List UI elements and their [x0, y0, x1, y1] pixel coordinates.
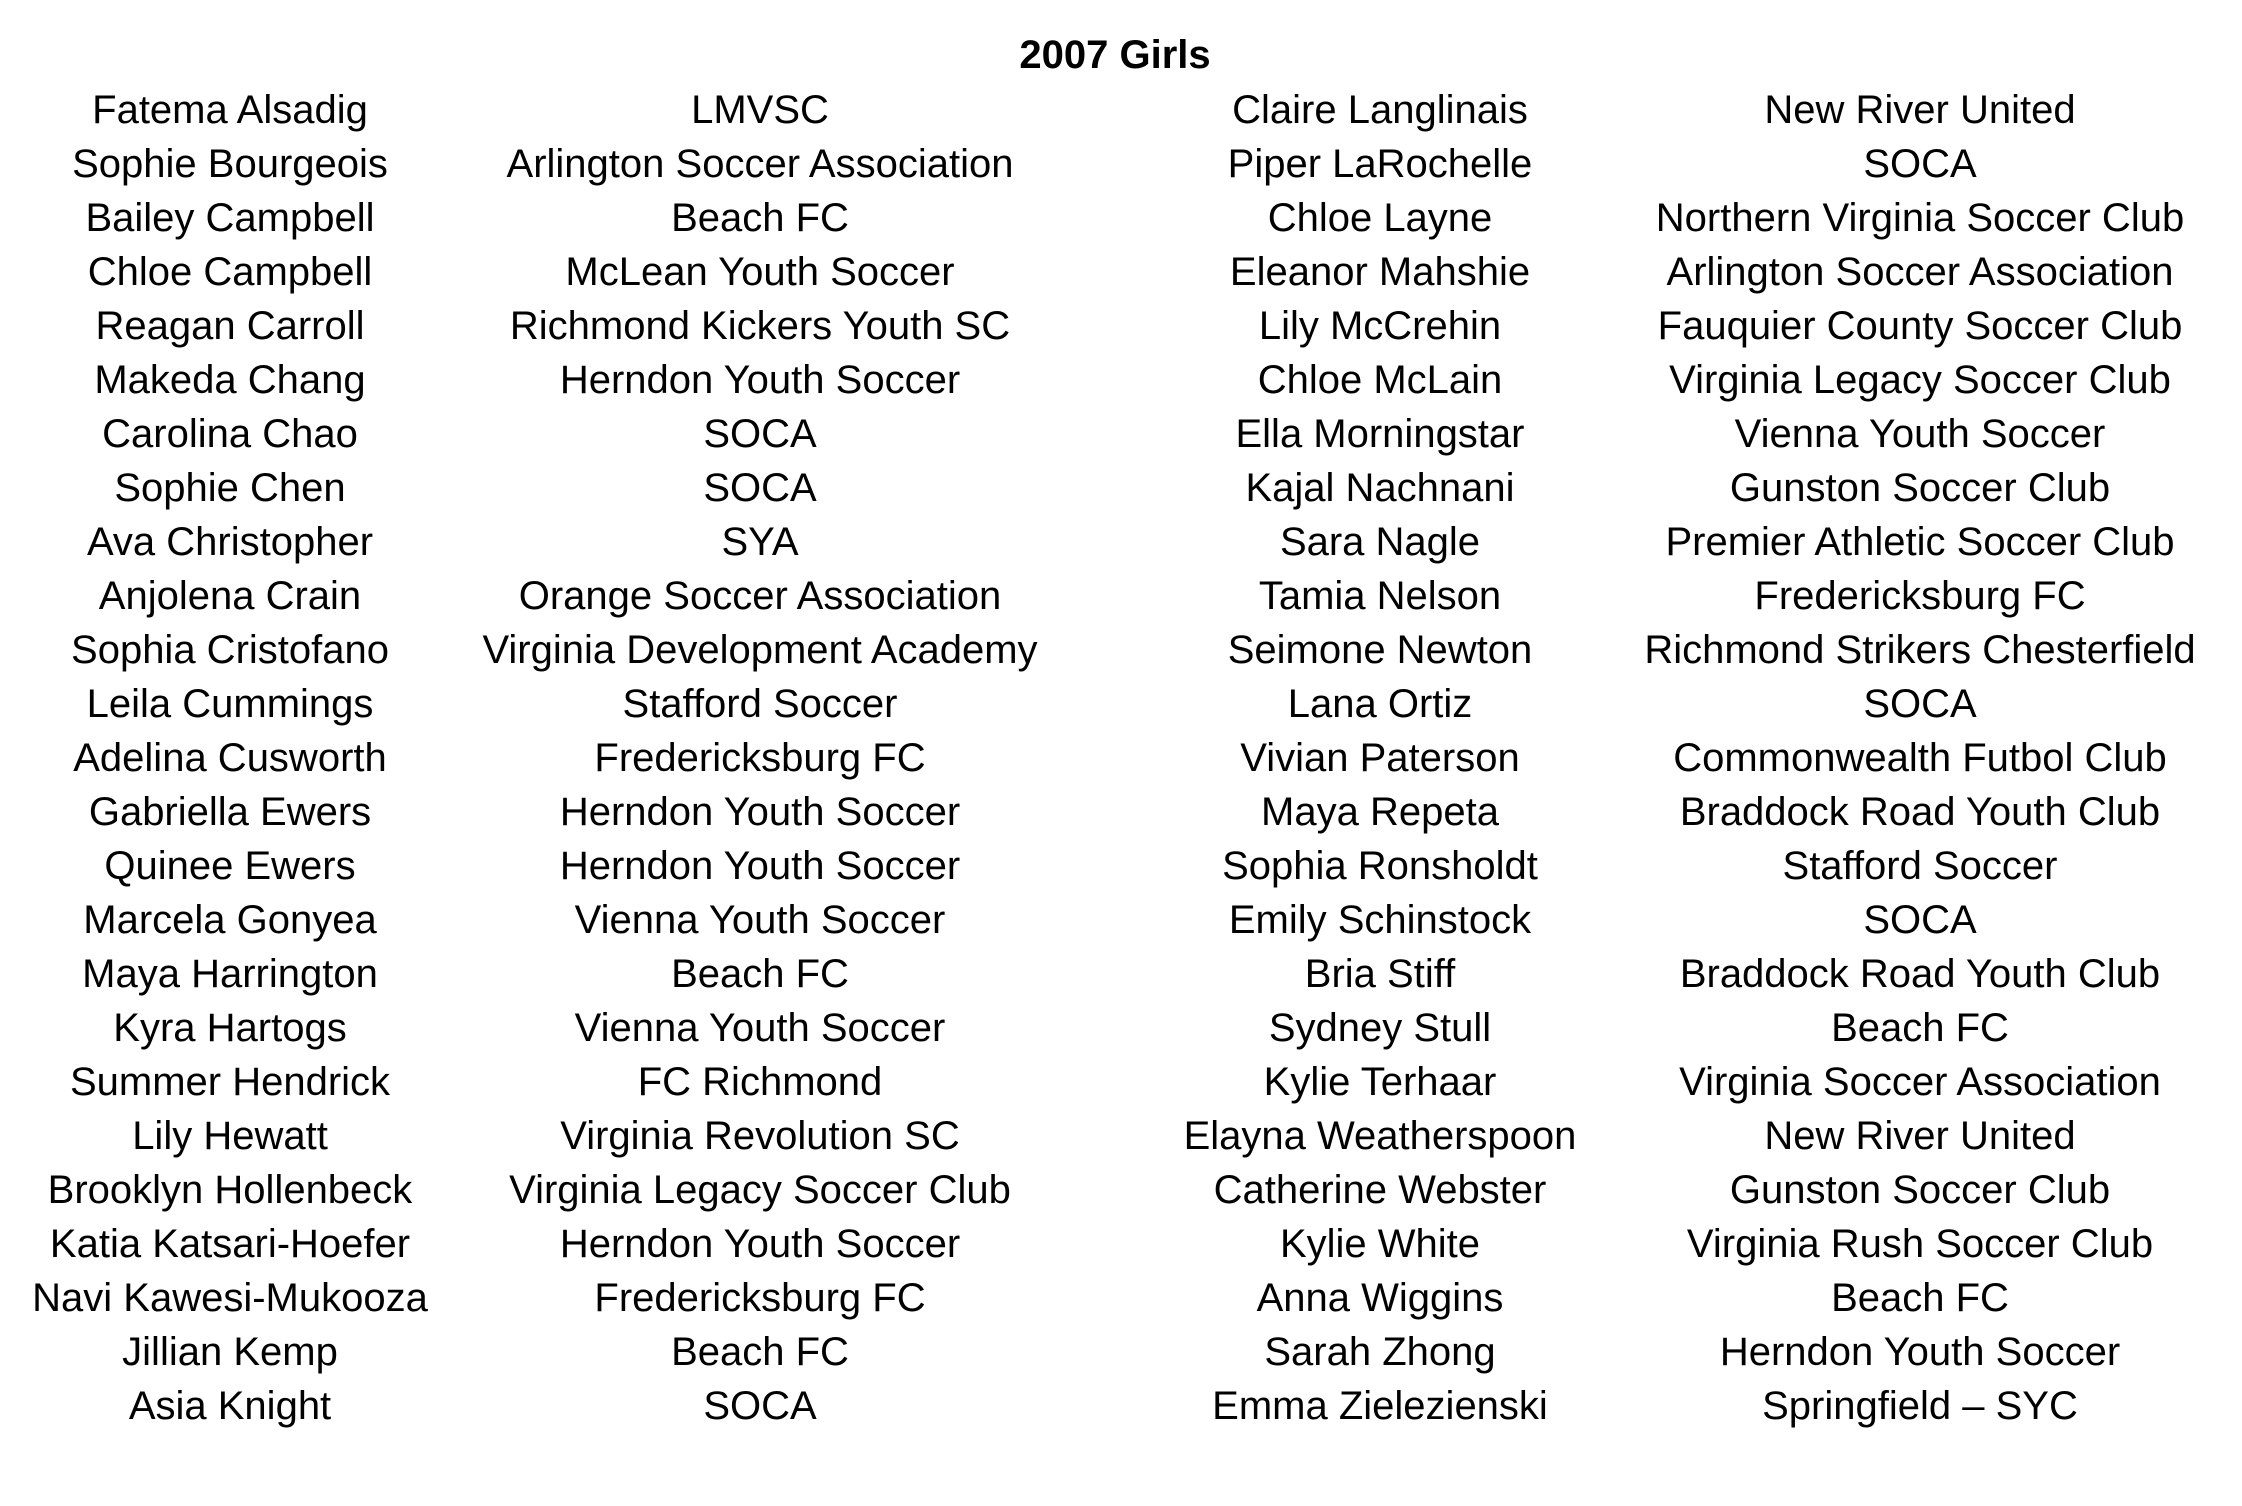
player-name-right: Ella Morningstar [1235, 412, 1525, 456]
player-name-left: Carolina Chao [102, 412, 358, 456]
player-name-left: Ava Christopher [86, 520, 374, 564]
player-name-right: Catherine Webster [1213, 1168, 1547, 1212]
player-name-right: Vivian Paterson [1240, 736, 1520, 780]
table-row [0, 407, 2242, 461]
club-name-right: Premier Athletic Soccer Club [1665, 520, 2175, 564]
club-name-left: Herndon Youth Soccer [559, 358, 961, 402]
club-name-left: Arlington Soccer Association [506, 142, 1014, 186]
table-row [0, 353, 2242, 407]
player-name-right: Sara Nagle [1279, 520, 1481, 564]
club-name-right: Commonwealth Futbol Club [1673, 736, 2167, 780]
table-row [0, 461, 2242, 515]
player-name-right: Claire Langlinais [1232, 88, 1528, 132]
club-name-right: SOCA [1863, 682, 1977, 726]
club-name-right: New River United [1764, 1114, 2076, 1158]
club-name-right: Fauquier County Soccer Club [1657, 304, 2183, 348]
club-name-left: FC Richmond [637, 1060, 883, 1104]
table-row [0, 947, 2242, 1001]
player-name-right: Bria Stiff [1304, 952, 1456, 996]
club-name-left: Beach FC [671, 1330, 849, 1374]
table-row [0, 515, 2242, 569]
player-name-left: Kyra Hartogs [113, 1006, 347, 1050]
player-name-left: Katia Katsari-Hoefer [49, 1222, 411, 1266]
player-name-left: Asia Knight [128, 1384, 332, 1428]
table-row [0, 731, 2242, 785]
player-name-left: Adelina Cusworth [73, 736, 387, 780]
player-name-left: Lily Hewatt [132, 1114, 328, 1158]
club-name-left: Virginia Development Academy [482, 628, 1038, 672]
club-name-right: Beach FC [1831, 1006, 2009, 1050]
club-name-left: Richmond Kickers Youth SC [509, 304, 1011, 348]
table-row [0, 785, 2242, 839]
club-name-left: Orange Soccer Association [518, 574, 1002, 618]
table-row [0, 1001, 2242, 1055]
club-name-right: Stafford Soccer [1782, 844, 2058, 888]
player-name-left: Chloe Campbell [87, 250, 373, 294]
club-name-right: Braddock Road Youth Club [1679, 790, 2161, 834]
table-row [0, 245, 2242, 299]
player-name-left: Reagan Carroll [95, 304, 365, 348]
club-name-left: Vienna Youth Soccer [574, 1006, 946, 1050]
player-name-right: Emily Schinstock [1228, 898, 1532, 942]
player-name-right: Maya Repeta [1261, 790, 1499, 834]
table-row [0, 1271, 2242, 1325]
player-name-right: Anna Wiggins [1256, 1276, 1504, 1320]
club-name-right: SOCA [1863, 898, 1977, 942]
player-name-left: Anjolena Crain [98, 574, 362, 618]
table-row [0, 569, 2242, 623]
table-row [0, 623, 2242, 677]
player-name-right: Kylie White [1279, 1222, 1481, 1266]
player-name-left: Fatema Alsadig [92, 88, 368, 132]
player-name-right: Sydney Stull [1268, 1006, 1492, 1050]
table-row [0, 1325, 2242, 1379]
club-name-left: Virginia Legacy Soccer Club [509, 1168, 1011, 1212]
table-row [0, 1217, 2242, 1271]
table-row [0, 299, 2242, 353]
player-name-right: Lily McCrehin [1258, 304, 1502, 348]
player-name-right: Chloe Layne [1267, 196, 1493, 240]
club-name-left: SOCA [703, 412, 817, 456]
page-title: 2007 Girls [1019, 33, 1211, 77]
player-name-left: Brooklyn Hollenbeck [47, 1168, 413, 1212]
player-name-right: Eleanor Mahshie [1229, 250, 1531, 294]
table-row [0, 677, 2242, 731]
club-name-right: Vienna Youth Soccer [1734, 412, 2106, 456]
player-name-left: Summer Hendrick [69, 1060, 391, 1104]
club-name-left: Herndon Youth Soccer [559, 790, 961, 834]
player-name-left: Leila Cummings [86, 682, 374, 726]
player-name-left: Marcela Gonyea [83, 898, 377, 942]
club-name-left: LMVSC [691, 88, 829, 132]
player-name-right: Lana Ortiz [1287, 682, 1473, 726]
club-name-left: SOCA [703, 466, 817, 510]
club-name-left: Fredericksburg FC [594, 1276, 926, 1320]
club-name-left: SOCA [703, 1384, 817, 1428]
club-name-left: McLean Youth Soccer [565, 250, 955, 294]
player-name-left: Bailey Campbell [85, 196, 375, 240]
club-name-left: Herndon Youth Soccer [559, 1222, 961, 1266]
table-row [0, 1163, 2242, 1217]
player-name-left: Sophia Cristofano [71, 628, 389, 672]
player-name-right: Sophia Ronsholdt [1222, 844, 1538, 888]
player-name-left: Gabriella Ewers [88, 790, 372, 834]
club-name-left: Vienna Youth Soccer [574, 898, 946, 942]
player-name-right: Kajal Nachnani [1245, 466, 1515, 510]
club-name-right: Virginia Rush Soccer Club [1686, 1222, 2154, 1266]
roster-table [0, 83, 2242, 1433]
table-row [0, 839, 2242, 893]
club-name-right: Fredericksburg FC [1754, 574, 2086, 618]
club-name-right: Richmond Strikers Chesterfield [1644, 628, 2196, 672]
club-name-right: Springfield – SYC [1762, 1384, 2078, 1428]
player-name-right: Chloe McLain [1257, 358, 1503, 402]
player-name-left: Jillian Kemp [122, 1330, 338, 1374]
table-row [0, 83, 2242, 137]
club-name-right: SOCA [1863, 142, 1977, 186]
player-name-right: Piper LaRochelle [1227, 142, 1533, 186]
club-name-right: Arlington Soccer Association [1666, 250, 2174, 294]
club-name-right: Braddock Road Youth Club [1679, 952, 2161, 996]
table-row [0, 191, 2242, 245]
table-row [0, 137, 2242, 191]
club-name-right: Gunston Soccer Club [1729, 466, 2111, 510]
club-name-left: Beach FC [671, 952, 849, 996]
club-name-left: SYA [721, 520, 799, 564]
club-name-right: Virginia Soccer Association [1679, 1060, 2161, 1104]
club-name-right: New River United [1764, 88, 2076, 132]
player-name-left: Sophie Bourgeois [72, 142, 388, 186]
player-name-right: Kylie Terhaar [1263, 1060, 1497, 1104]
player-name-left: Maya Harrington [82, 952, 378, 996]
player-name-left: Quinee Ewers [104, 844, 356, 888]
player-name-left: Navi Kawesi-Mukooza [32, 1276, 428, 1320]
table-row [0, 1109, 2242, 1163]
player-name-right: Emma Zielezienski [1212, 1384, 1548, 1428]
club-name-left: Stafford Soccer [622, 682, 898, 726]
club-name-left: Herndon Youth Soccer [559, 844, 961, 888]
player-name-right: Tamia Nelson [1258, 574, 1502, 618]
club-name-right: Gunston Soccer Club [1729, 1168, 2111, 1212]
club-name-right: Northern Virginia Soccer Club [1655, 196, 2185, 240]
table-row [0, 1055, 2242, 1109]
table-row [0, 1379, 2242, 1433]
player-name-right: Elayna Weatherspoon [1183, 1114, 1577, 1158]
player-name-left: Makeda Chang [94, 358, 366, 402]
club-name-right: Herndon Youth Soccer [1719, 1330, 2121, 1374]
club-name-right: Virginia Legacy Soccer Club [1669, 358, 2171, 402]
player-name-left: Sophie Chen [114, 466, 346, 510]
club-name-left: Beach FC [671, 196, 849, 240]
player-name-right: Sarah Zhong [1264, 1330, 1496, 1374]
club-name-left: Virginia Revolution SC [560, 1114, 960, 1158]
club-name-right: Beach FC [1831, 1276, 2009, 1320]
club-name-left: Fredericksburg FC [594, 736, 926, 780]
player-name-right: Seimone Newton [1227, 628, 1533, 672]
table-row [0, 893, 2242, 947]
